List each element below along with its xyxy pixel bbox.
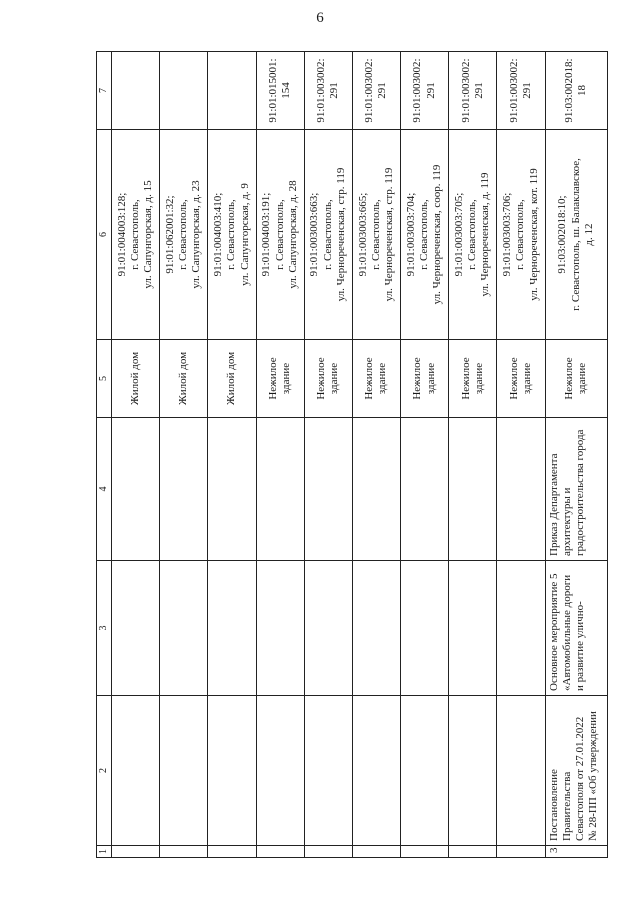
table-row xyxy=(352,52,400,858)
page-number: 6 xyxy=(316,10,324,26)
table-row xyxy=(208,52,256,858)
table-cell-4 xyxy=(449,418,497,561)
column-header: 2 xyxy=(97,696,112,846)
table-cell-5: Нежилое здание xyxy=(401,340,449,418)
table-container xyxy=(96,52,608,858)
table-cell-1 xyxy=(112,846,160,858)
table-cell-7: 91:01:003002: 291 xyxy=(352,52,400,130)
table-cell-1 xyxy=(208,846,256,858)
table-cell-6: 91:01:004003:128; г. Севастополь, ул. Сапунгорская, д. 15 xyxy=(112,130,160,340)
table-cell-7 xyxy=(160,52,208,130)
table-cell-2: Постановление Правительства Севастополя от 27.01.2022 № 28-ПП «Об утверждении xyxy=(545,696,607,846)
column-header: 3 xyxy=(97,561,112,696)
table-cell-3 xyxy=(112,561,160,696)
table-cell-2 xyxy=(304,696,352,846)
table-cell-6: 91:01:003003:665; г. Севастополь, ул. Чернореченская, стр. 119 xyxy=(352,130,400,340)
table-cell-3 xyxy=(449,561,497,696)
table-cell-5: Жилой дом xyxy=(112,340,160,418)
table-cell-5: Нежилое здание xyxy=(497,340,545,418)
table-cell-5: Нежилое здание xyxy=(256,340,304,418)
table-cell-4 xyxy=(401,418,449,561)
table-cell-1 xyxy=(449,846,497,858)
table-cell-4: Приказ Департамента архитектуры и градостроительства города xyxy=(545,418,607,561)
table-cell-3 xyxy=(352,561,400,696)
column-header: 5 xyxy=(97,340,112,418)
table-cell-1 xyxy=(401,846,449,858)
table-cell-1 xyxy=(352,846,400,858)
header-row xyxy=(97,52,112,858)
table-cell-2 xyxy=(160,696,208,846)
table-cell-2 xyxy=(112,696,160,846)
table-cell-3: Основное мероприятие 5 «Автомобильные дороги и развитие улично- xyxy=(545,561,607,696)
table-cell-3 xyxy=(160,561,208,696)
data-table xyxy=(96,51,608,858)
table-cell-6: 91:01:003003:663; г. Севастополь, ул. Чернореченская, стр. 119 xyxy=(304,130,352,340)
table-cell-7: 91:01:015001: 154 xyxy=(256,52,304,130)
column-header: 4 xyxy=(97,418,112,561)
table-cell-6: 91:03:002018:10; г. Севастополь, ш. Балаклавское, д. 12 xyxy=(545,130,607,340)
table-cell-4 xyxy=(352,418,400,561)
table-row xyxy=(112,52,160,858)
table-cell-2 xyxy=(256,696,304,846)
table-cell-4 xyxy=(304,418,352,561)
table-cell-2 xyxy=(208,696,256,846)
table-cell-4 xyxy=(208,418,256,561)
table-cell-7: 91:01:003002: 291 xyxy=(449,52,497,130)
table-cell-1: 3 xyxy=(545,846,607,858)
table-cell-5: Жилой дом xyxy=(160,340,208,418)
table-cell-3 xyxy=(401,561,449,696)
table-body xyxy=(112,52,608,858)
table-cell-2 xyxy=(497,696,545,846)
table-cell-5: Нежилое здание xyxy=(352,340,400,418)
table-cell-6: 91:01:003003:705; г. Севастополь, ул. Чернореченская, д. 119 xyxy=(449,130,497,340)
table-cell-7: 91:01:003002: 291 xyxy=(401,52,449,130)
table-cell-5: Нежилое здание xyxy=(545,340,607,418)
table-cell-3 xyxy=(256,561,304,696)
table-cell-4 xyxy=(160,418,208,561)
table-row xyxy=(401,52,449,858)
table-cell-6: 91:01:003003:706; г. Севастополь, ул. Чернореченская, кот. 119 xyxy=(497,130,545,340)
table-cell-4 xyxy=(256,418,304,561)
table-cell-1 xyxy=(304,846,352,858)
table-cell-7 xyxy=(112,52,160,130)
table-cell-3 xyxy=(304,561,352,696)
table-cell-1 xyxy=(256,846,304,858)
table-row xyxy=(545,52,607,858)
table-cell-7: 91:01:003002: 291 xyxy=(304,52,352,130)
table-cell-5: Жилой дом xyxy=(208,340,256,418)
column-header: 7 xyxy=(97,52,112,130)
table-cell-7: 91:01:003002: 291 xyxy=(497,52,545,130)
table-row xyxy=(256,52,304,858)
table-cell-3 xyxy=(497,561,545,696)
table-cell-7: 91:03:002018: 18 xyxy=(545,52,607,130)
table-cell-4 xyxy=(497,418,545,561)
table-cell-3 xyxy=(208,561,256,696)
table-cell-6: 91:01:004003:410; г. Севастополь, ул. Сапунгорская, д. 9 xyxy=(208,130,256,340)
rotated-table-frame xyxy=(96,52,608,858)
table-cell-6: 91:01:062001:32; г. Севастополь, ул. Сапунгорская, д. 23 xyxy=(160,130,208,340)
column-header: 1 xyxy=(97,846,112,858)
table-cell-5: Нежилое здание xyxy=(449,340,497,418)
table-cell-2 xyxy=(352,696,400,846)
table-row xyxy=(304,52,352,858)
table-cell-6: 91:01:004003:191; г. Севастополь, ул. Сапунгорская, д. 28 xyxy=(256,130,304,340)
table-cell-1 xyxy=(160,846,208,858)
table-cell-2 xyxy=(401,696,449,846)
table-cell-6: 91:01:003003:704; г. Севастополь, ул. Чернореченская, соор. 119 xyxy=(401,130,449,340)
table-cell-1 xyxy=(497,846,545,858)
table-cell-5: Нежилое здание xyxy=(304,340,352,418)
table-row xyxy=(497,52,545,858)
table-cell-4 xyxy=(112,418,160,561)
table-cell-2 xyxy=(449,696,497,846)
table-row xyxy=(449,52,497,858)
table-cell-7 xyxy=(208,52,256,130)
table-row xyxy=(160,52,208,858)
column-header: 6 xyxy=(97,130,112,340)
